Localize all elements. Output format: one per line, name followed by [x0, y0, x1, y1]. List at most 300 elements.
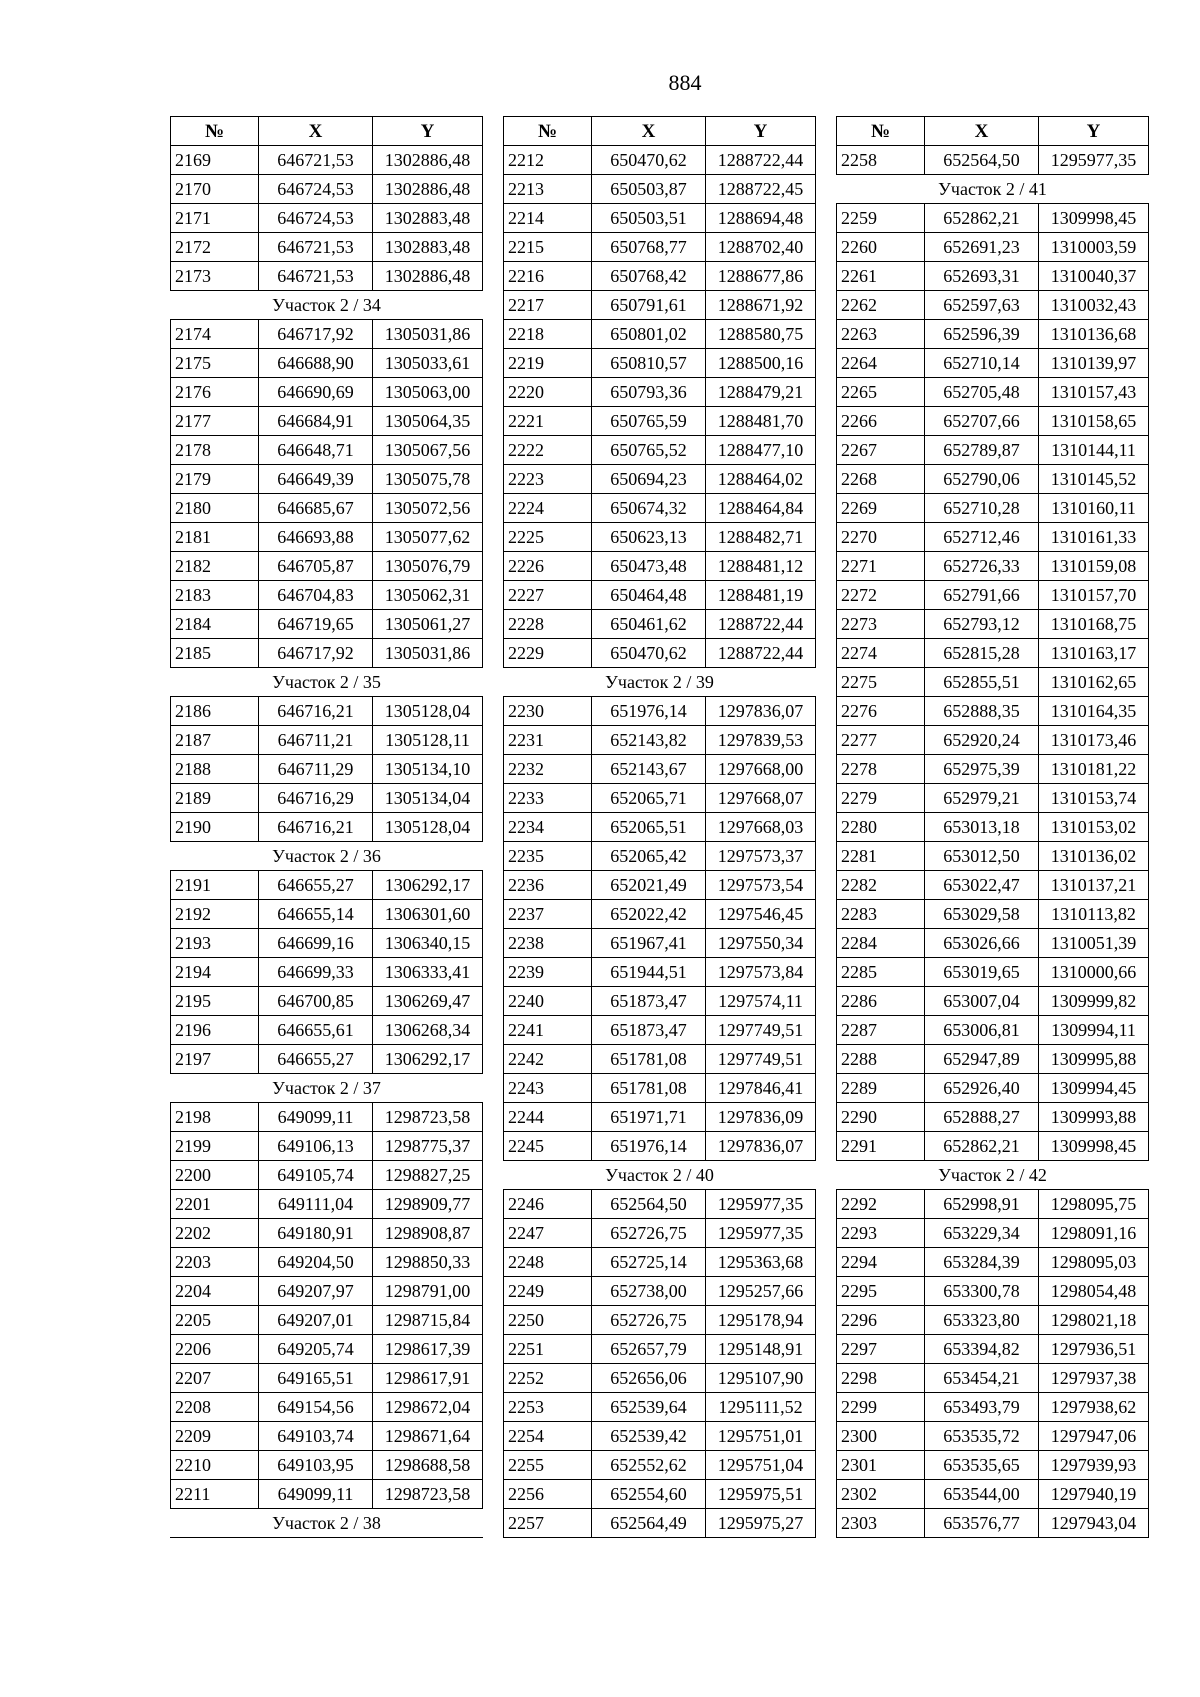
x-coordinate-cell: 646655,27 [259, 871, 373, 900]
table-row [171, 929, 483, 958]
section-title: Участок 2 / 35 [171, 668, 483, 697]
x-coordinate-cell: 652691,23 [925, 233, 1039, 262]
section-title: Участок 2 / 38 [171, 1509, 483, 1538]
y-coordinate-cell: 1305033,61 [373, 349, 483, 378]
section-title: Участок 2 / 37 [171, 1074, 483, 1103]
x-coordinate-cell: 652726,75 [592, 1219, 706, 1248]
table-row [837, 755, 1149, 784]
table-row [171, 436, 483, 465]
point-number-cell: 2209 [171, 1422, 259, 1451]
x-coordinate-cell: 652791,66 [925, 581, 1039, 610]
table-row [504, 871, 816, 900]
table-row [504, 1132, 816, 1161]
y-coordinate-cell: 1309999,82 [1039, 987, 1149, 1016]
y-coordinate-cell: 1297839,53 [706, 726, 816, 755]
y-coordinate-cell: 1297947,06 [1039, 1422, 1149, 1451]
point-number-cell: 2250 [504, 1306, 592, 1335]
table-row [171, 1364, 483, 1393]
point-number-cell: 2199 [171, 1132, 259, 1161]
table-row [504, 1103, 816, 1132]
point-number-cell: 2229 [504, 639, 592, 668]
x-coordinate-cell: 653006,81 [925, 1016, 1039, 1045]
point-number-cell: 2244 [504, 1103, 592, 1132]
y-coordinate-cell: 1298909,77 [373, 1190, 483, 1219]
table-row [837, 291, 1149, 320]
x-coordinate-cell: 652738,00 [592, 1277, 706, 1306]
table-row [171, 900, 483, 929]
y-coordinate-cell: 1309994,11 [1039, 1016, 1149, 1045]
point-number-cell: 2273 [837, 610, 925, 639]
x-coordinate-cell: 649103,74 [259, 1422, 373, 1451]
x-coordinate-cell: 650694,23 [592, 465, 706, 494]
point-number-cell: 2287 [837, 1016, 925, 1045]
table-row [837, 233, 1149, 262]
y-coordinate-cell: 1298054,48 [1039, 1277, 1149, 1306]
x-coordinate-cell: 651781,08 [592, 1045, 706, 1074]
table-row [837, 1219, 1149, 1248]
x-coordinate-cell: 652975,39 [925, 755, 1039, 784]
y-coordinate-cell: 1295107,90 [706, 1364, 816, 1393]
section-row [837, 175, 1149, 204]
x-coordinate-cell: 653019,65 [925, 958, 1039, 987]
coordinates-table-1 [170, 116, 483, 1538]
table-row [837, 1393, 1149, 1422]
table-row [837, 320, 1149, 349]
x-coordinate-cell: 646684,91 [259, 407, 373, 436]
point-number-cell: 2227 [504, 581, 592, 610]
x-coordinate-cell: 650461,62 [592, 610, 706, 639]
section-title: Участок 2 / 34 [171, 291, 483, 320]
table-row [171, 581, 483, 610]
point-number-cell: 2213 [504, 175, 592, 204]
y-coordinate-cell: 1298095,03 [1039, 1248, 1149, 1277]
x-coordinate-cell: 652726,33 [925, 552, 1039, 581]
point-number-cell: 2294 [837, 1248, 925, 1277]
table-row [171, 204, 483, 233]
y-coordinate-cell: 1306340,15 [373, 929, 483, 958]
x-coordinate-cell: 653576,77 [925, 1509, 1039, 1538]
table-row [837, 436, 1149, 465]
table-row [504, 1045, 816, 1074]
y-coordinate-cell: 1288722,44 [706, 146, 816, 175]
y-coordinate-cell: 1305128,04 [373, 813, 483, 842]
point-number-cell: 2200 [171, 1161, 259, 1190]
point-number-cell: 2169 [171, 146, 259, 175]
x-coordinate-cell: 650623,13 [592, 523, 706, 552]
x-coordinate-cell: 646724,53 [259, 175, 373, 204]
x-coordinate-cell: 649103,95 [259, 1451, 373, 1480]
point-number-cell: 2258 [837, 146, 925, 175]
x-coordinate-cell: 652726,75 [592, 1306, 706, 1335]
point-number-cell: 2267 [837, 436, 925, 465]
y-coordinate-cell: 1298095,75 [1039, 1190, 1149, 1219]
point-number-cell: 2188 [171, 755, 259, 784]
table-row [504, 958, 816, 987]
point-number-cell: 2206 [171, 1335, 259, 1364]
x-coordinate-cell: 650793,36 [592, 378, 706, 407]
point-number-cell: 2274 [837, 639, 925, 668]
x-coordinate-cell: 652888,35 [925, 697, 1039, 726]
y-coordinate-cell: 1305075,78 [373, 465, 483, 494]
table-row [171, 349, 483, 378]
header-x: X [259, 117, 373, 146]
table-row [504, 349, 816, 378]
table-row [837, 842, 1149, 871]
x-coordinate-cell: 649207,97 [259, 1277, 373, 1306]
point-number-cell: 2220 [504, 378, 592, 407]
point-number-cell: 2179 [171, 465, 259, 494]
table-row [837, 204, 1149, 233]
table-row [504, 639, 816, 668]
y-coordinate-cell: 1305062,31 [373, 581, 483, 610]
x-coordinate-cell: 652998,91 [925, 1190, 1039, 1219]
point-number-cell: 2170 [171, 175, 259, 204]
x-coordinate-cell: 646649,39 [259, 465, 373, 494]
table-row [504, 1306, 816, 1335]
table-row [504, 1422, 816, 1451]
point-number-cell: 2192 [171, 900, 259, 929]
point-number-cell: 2235 [504, 842, 592, 871]
y-coordinate-cell: 1310161,33 [1039, 523, 1149, 552]
x-coordinate-cell: 651976,14 [592, 697, 706, 726]
x-coordinate-cell: 652564,50 [925, 146, 1039, 175]
y-coordinate-cell: 1305064,35 [373, 407, 483, 436]
x-coordinate-cell: 652597,63 [925, 291, 1039, 320]
table-row [171, 552, 483, 581]
x-coordinate-cell: 650674,32 [592, 494, 706, 523]
y-coordinate-cell: 1298091,16 [1039, 1219, 1149, 1248]
header-y: Y [1039, 117, 1149, 146]
point-number-cell: 2174 [171, 320, 259, 349]
x-coordinate-cell: 649180,91 [259, 1219, 373, 1248]
y-coordinate-cell: 1309998,45 [1039, 1132, 1149, 1161]
x-coordinate-cell: 646699,33 [259, 958, 373, 987]
point-number-cell: 2219 [504, 349, 592, 378]
table-row [837, 407, 1149, 436]
x-coordinate-cell: 646700,85 [259, 987, 373, 1016]
table-row [837, 465, 1149, 494]
table-row [837, 958, 1149, 987]
point-number-cell: 2286 [837, 987, 925, 1016]
point-number-cell: 2190 [171, 813, 259, 842]
x-coordinate-cell: 652564,50 [592, 1190, 706, 1219]
point-number-cell: 2173 [171, 262, 259, 291]
table-row [837, 697, 1149, 726]
y-coordinate-cell: 1310000,66 [1039, 958, 1149, 987]
x-coordinate-cell: 653323,80 [925, 1306, 1039, 1335]
point-number-cell: 2254 [504, 1422, 592, 1451]
x-coordinate-cell: 646721,53 [259, 233, 373, 262]
point-number-cell: 2242 [504, 1045, 592, 1074]
point-number-cell: 2284 [837, 929, 925, 958]
x-coordinate-cell: 649205,74 [259, 1335, 373, 1364]
x-coordinate-cell: 646655,14 [259, 900, 373, 929]
table-row [837, 871, 1149, 900]
y-coordinate-cell: 1295148,91 [706, 1335, 816, 1364]
y-coordinate-cell: 1297836,09 [706, 1103, 816, 1132]
y-coordinate-cell: 1310144,11 [1039, 436, 1149, 465]
table-row [837, 146, 1149, 175]
header-number: № [504, 117, 592, 146]
y-coordinate-cell: 1306292,17 [373, 871, 483, 900]
y-coordinate-cell: 1306333,41 [373, 958, 483, 987]
table-row [171, 697, 483, 726]
table-row [837, 1248, 1149, 1277]
point-number-cell: 2203 [171, 1248, 259, 1277]
table-row [171, 1161, 483, 1190]
y-coordinate-cell: 1288481,19 [706, 581, 816, 610]
y-coordinate-cell: 1302886,48 [373, 262, 483, 291]
y-coordinate-cell: 1298827,25 [373, 1161, 483, 1190]
point-number-cell: 2265 [837, 378, 925, 407]
y-coordinate-cell: 1288722,45 [706, 175, 816, 204]
x-coordinate-cell: 652920,24 [925, 726, 1039, 755]
x-coordinate-cell: 650503,51 [592, 204, 706, 233]
table-row [171, 639, 483, 668]
point-number-cell: 2275 [837, 668, 925, 697]
table-row [171, 813, 483, 842]
header-number: № [837, 117, 925, 146]
table-row [504, 320, 816, 349]
y-coordinate-cell: 1310158,65 [1039, 407, 1149, 436]
table-row [504, 784, 816, 813]
x-coordinate-cell: 650503,87 [592, 175, 706, 204]
x-coordinate-cell: 651873,47 [592, 1016, 706, 1045]
point-number-cell: 2255 [504, 1451, 592, 1480]
table-row [504, 755, 816, 784]
point-number-cell: 2177 [171, 407, 259, 436]
x-coordinate-cell: 653013,18 [925, 813, 1039, 842]
y-coordinate-cell: 1298021,18 [1039, 1306, 1149, 1335]
point-number-cell: 2184 [171, 610, 259, 639]
table-row [171, 523, 483, 552]
x-coordinate-cell: 653454,21 [925, 1364, 1039, 1393]
y-coordinate-cell: 1297668,03 [706, 813, 816, 842]
point-number-cell: 2210 [171, 1451, 259, 1480]
y-coordinate-cell: 1297937,38 [1039, 1364, 1149, 1393]
x-coordinate-cell: 652693,31 [925, 262, 1039, 291]
table-row [171, 1480, 483, 1509]
table-row [504, 291, 816, 320]
point-number-cell: 2296 [837, 1306, 925, 1335]
point-number-cell: 2246 [504, 1190, 592, 1219]
y-coordinate-cell: 1297939,93 [1039, 1451, 1149, 1480]
y-coordinate-cell: 1298850,33 [373, 1248, 483, 1277]
y-coordinate-cell: 1310051,39 [1039, 929, 1149, 958]
table-row [837, 784, 1149, 813]
point-number-cell: 2280 [837, 813, 925, 842]
x-coordinate-cell: 649099,11 [259, 1103, 373, 1132]
point-number-cell: 2205 [171, 1306, 259, 1335]
x-coordinate-cell: 650470,62 [592, 146, 706, 175]
x-coordinate-cell: 652712,46 [925, 523, 1039, 552]
table-row [504, 262, 816, 291]
table-row [504, 1074, 816, 1103]
point-number-cell: 2215 [504, 233, 592, 262]
table-row [837, 813, 1149, 842]
x-coordinate-cell: 652862,21 [925, 1132, 1039, 1161]
table-row [837, 1103, 1149, 1132]
point-number-cell: 2201 [171, 1190, 259, 1219]
y-coordinate-cell: 1310157,70 [1039, 581, 1149, 610]
y-coordinate-cell: 1310145,52 [1039, 465, 1149, 494]
y-coordinate-cell: 1288481,70 [706, 407, 816, 436]
table-row [171, 1016, 483, 1045]
table-row [837, 1074, 1149, 1103]
point-number-cell: 2303 [837, 1509, 925, 1538]
section-row [171, 668, 483, 697]
x-coordinate-cell: 652065,42 [592, 842, 706, 871]
y-coordinate-cell: 1297550,34 [706, 929, 816, 958]
table-row [504, 1335, 816, 1364]
table-row [171, 175, 483, 204]
point-number-cell: 2228 [504, 610, 592, 639]
y-coordinate-cell: 1310136,02 [1039, 842, 1149, 871]
point-number-cell: 2239 [504, 958, 592, 987]
page-number: 884 [668, 70, 702, 95]
y-coordinate-cell: 1309998,45 [1039, 204, 1149, 233]
y-coordinate-cell: 1310157,43 [1039, 378, 1149, 407]
y-coordinate-cell: 1298723,58 [373, 1480, 483, 1509]
point-number-cell: 2251 [504, 1335, 592, 1364]
x-coordinate-cell: 652862,21 [925, 204, 1039, 233]
y-coordinate-cell: 1305067,56 [373, 436, 483, 465]
x-coordinate-cell: 652725,14 [592, 1248, 706, 1277]
y-coordinate-cell: 1295257,66 [706, 1277, 816, 1306]
point-number-cell: 2172 [171, 233, 259, 262]
x-coordinate-cell: 653007,04 [925, 987, 1039, 1016]
y-coordinate-cell: 1297749,51 [706, 1045, 816, 1074]
table-row [504, 1364, 816, 1393]
table-row [171, 407, 483, 436]
table-row [837, 378, 1149, 407]
y-coordinate-cell: 1288479,21 [706, 378, 816, 407]
table-row [504, 581, 816, 610]
x-coordinate-cell: 646717,92 [259, 320, 373, 349]
point-number-cell: 2233 [504, 784, 592, 813]
y-coordinate-cell: 1297836,07 [706, 697, 816, 726]
x-coordinate-cell: 652926,40 [925, 1074, 1039, 1103]
x-coordinate-cell: 646716,29 [259, 784, 373, 813]
table-row [171, 1190, 483, 1219]
table-row [837, 610, 1149, 639]
point-number-cell: 2289 [837, 1074, 925, 1103]
y-coordinate-cell: 1302883,48 [373, 204, 483, 233]
table-row [171, 1335, 483, 1364]
y-coordinate-cell: 1297574,11 [706, 987, 816, 1016]
table-row [171, 1306, 483, 1335]
x-coordinate-cell: 652710,14 [925, 349, 1039, 378]
point-number-cell: 2259 [837, 204, 925, 233]
point-number-cell: 2223 [504, 465, 592, 494]
table-row [171, 726, 483, 755]
point-number-cell: 2295 [837, 1277, 925, 1306]
y-coordinate-cell: 1298908,87 [373, 1219, 483, 1248]
table-row [171, 784, 483, 813]
point-number-cell: 2216 [504, 262, 592, 291]
x-coordinate-cell: 646716,21 [259, 697, 373, 726]
y-coordinate-cell: 1310164,35 [1039, 697, 1149, 726]
y-coordinate-cell: 1295751,04 [706, 1451, 816, 1480]
point-number-cell: 2212 [504, 146, 592, 175]
table-row [504, 204, 816, 233]
table-row [504, 900, 816, 929]
point-number-cell: 2283 [837, 900, 925, 929]
x-coordinate-cell: 653535,65 [925, 1451, 1039, 1480]
point-number-cell: 2272 [837, 581, 925, 610]
y-coordinate-cell: 1310139,97 [1039, 349, 1149, 378]
x-coordinate-cell: 651944,51 [592, 958, 706, 987]
y-coordinate-cell: 1297546,45 [706, 900, 816, 929]
y-coordinate-cell: 1305128,11 [373, 726, 483, 755]
point-number-cell: 2277 [837, 726, 925, 755]
point-number-cell: 2268 [837, 465, 925, 494]
y-coordinate-cell: 1295977,35 [706, 1190, 816, 1219]
table-row [171, 233, 483, 262]
point-number-cell: 2249 [504, 1277, 592, 1306]
point-number-cell: 2300 [837, 1422, 925, 1451]
x-coordinate-cell: 652855,51 [925, 668, 1039, 697]
y-coordinate-cell: 1297749,51 [706, 1016, 816, 1045]
y-coordinate-cell: 1288481,12 [706, 552, 816, 581]
table-row [837, 581, 1149, 610]
y-coordinate-cell: 1310162,65 [1039, 668, 1149, 697]
point-number-cell: 2281 [837, 842, 925, 871]
point-number-cell: 2263 [837, 320, 925, 349]
y-coordinate-cell: 1310032,43 [1039, 291, 1149, 320]
header-x: X [925, 117, 1039, 146]
coordinates-table-2 [503, 116, 816, 1538]
x-coordinate-cell: 652539,42 [592, 1422, 706, 1451]
y-coordinate-cell: 1310136,68 [1039, 320, 1149, 349]
table-row [171, 1422, 483, 1451]
table-row [504, 146, 816, 175]
point-number-cell: 2217 [504, 291, 592, 320]
point-number-cell: 2207 [171, 1364, 259, 1393]
x-coordinate-cell: 653026,66 [925, 929, 1039, 958]
table-row [837, 1364, 1149, 1393]
point-number-cell: 2222 [504, 436, 592, 465]
x-coordinate-cell: 649105,74 [259, 1161, 373, 1190]
y-coordinate-cell: 1297573,84 [706, 958, 816, 987]
x-coordinate-cell: 646685,67 [259, 494, 373, 523]
table-row [504, 1480, 816, 1509]
point-number-cell: 2191 [171, 871, 259, 900]
table-row [504, 175, 816, 204]
y-coordinate-cell: 1288671,92 [706, 291, 816, 320]
x-coordinate-cell: 653394,82 [925, 1335, 1039, 1364]
point-number-cell: 2185 [171, 639, 259, 668]
y-coordinate-cell: 1297943,04 [1039, 1509, 1149, 1538]
point-number-cell: 2290 [837, 1103, 925, 1132]
point-number-cell: 2266 [837, 407, 925, 436]
y-coordinate-cell: 1295975,27 [706, 1509, 816, 1538]
point-number-cell: 2243 [504, 1074, 592, 1103]
x-coordinate-cell: 649154,56 [259, 1393, 373, 1422]
point-number-cell: 2301 [837, 1451, 925, 1480]
point-number-cell: 2291 [837, 1132, 925, 1161]
y-coordinate-cell: 1297668,07 [706, 784, 816, 813]
table-row [837, 1277, 1149, 1306]
x-coordinate-cell: 646724,53 [259, 204, 373, 233]
table-row [504, 1451, 816, 1480]
x-coordinate-cell: 653544,00 [925, 1480, 1039, 1509]
table-row [837, 1509, 1149, 1538]
x-coordinate-cell: 651781,08 [592, 1074, 706, 1103]
table-row [504, 842, 816, 871]
section-title: Участок 2 / 40 [504, 1161, 816, 1190]
y-coordinate-cell: 1298672,04 [373, 1393, 483, 1422]
